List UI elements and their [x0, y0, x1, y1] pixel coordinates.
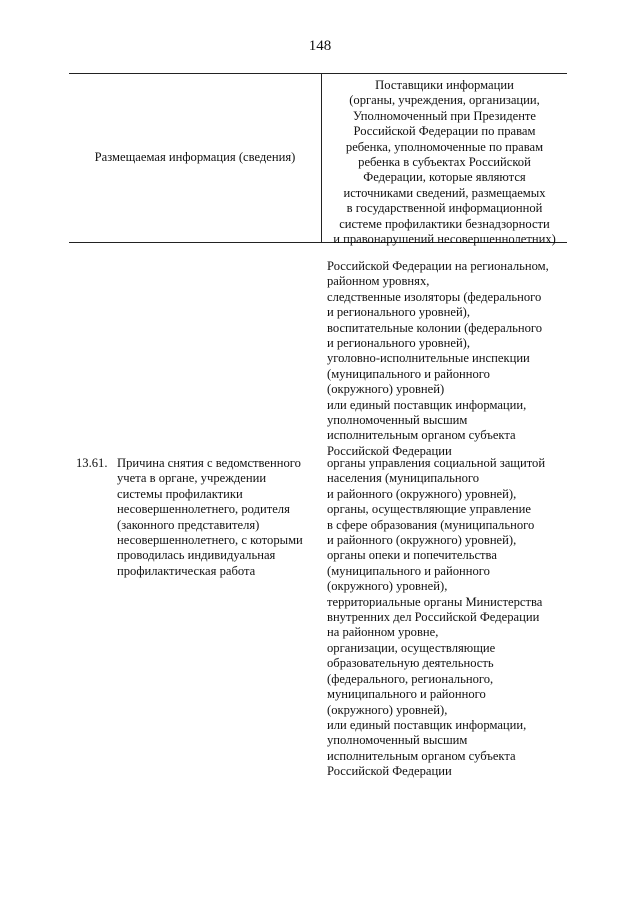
providers-line: следственные изоляторы (федерального	[327, 289, 542, 304]
row-providers-cell	[327, 456, 545, 780]
providers-line: Российской Федерации	[327, 764, 452, 779]
description-line: учета в органе, учреждении	[117, 471, 267, 486]
providers-line: населения (муниципального	[327, 471, 480, 486]
providers-line: и районного (окружного) уровней),	[327, 533, 517, 548]
table-top-rule	[69, 73, 567, 74]
header-providers-line: ребенка в субъектах Российской	[358, 155, 531, 170]
providers-line: или единый поставщик информации,	[327, 717, 527, 732]
providers-line: внутренних дел Российской Федерации	[327, 610, 540, 625]
providers-line: (окружного) уровней),	[327, 579, 448, 594]
providers-line: образовательную деятельность	[327, 656, 494, 671]
row-description-cell	[117, 456, 303, 579]
providers-line: исполнительным органом субъекта	[327, 428, 516, 443]
description-line: профилактическая работа	[117, 563, 256, 578]
providers-line: на районном уровне,	[327, 625, 439, 640]
header-providers-line: Российской Федерации по правам	[353, 124, 536, 139]
description-line: системы профилактики	[117, 486, 243, 501]
header-providers-line: Федерации, которые являются	[363, 170, 526, 185]
providers-line: органы, осуществляющие управление	[327, 502, 531, 517]
providers-line: (муниципального и районного	[327, 563, 490, 578]
providers-line: исполнительным органом субъекта	[327, 748, 516, 763]
header-providers-line: в государственной информационной	[346, 201, 543, 216]
description-line: Причина снятия с ведомственного	[117, 456, 301, 470]
description-line: (законного представителя)	[117, 517, 260, 532]
providers-line: уполномоченный высшим	[327, 413, 468, 428]
providers-line: уголовно-исполнительные инспекции	[327, 351, 530, 366]
providers-line: воспитательные колонии (федерального	[327, 320, 543, 335]
header-providers-column	[322, 78, 567, 247]
header-providers-line: ребенка, уполномоченные по правам	[345, 139, 544, 154]
description-line: несовершеннолетнего, родителя	[117, 502, 290, 517]
row-number: 13.61.	[76, 456, 108, 470]
description-line: проводилась индивидуальная	[117, 548, 276, 563]
providers-line: Российской Федерации	[327, 443, 452, 458]
providers-line: и регионального уровней),	[327, 305, 471, 320]
providers-line: в сфере образования (муниципального	[327, 517, 535, 532]
providers-line: районном уровнях,	[327, 274, 430, 289]
providers-line: (окружного) уровней),	[327, 702, 448, 717]
header-providers-line: Уполномоченный при Президенте	[352, 108, 537, 123]
providers-line: и районного (окружного) уровней),	[327, 486, 517, 501]
description-line: несовершеннолетнего, с которыми	[117, 533, 303, 548]
providers-line: уполномоченный высшим	[327, 733, 468, 748]
providers-line: муниципального и районного	[327, 687, 486, 702]
providers-line: организации, осуществляющие	[327, 640, 496, 655]
providers-line: или единый поставщик информации,	[327, 397, 527, 412]
providers-line: органы управления социальной защитой	[327, 456, 546, 470]
providers-line: и регионального уровней),	[327, 336, 471, 351]
page-number: 148	[308, 38, 332, 54]
providers-line: (федерального, регионального,	[327, 671, 494, 686]
providers-line: (окружного) уровней)	[327, 382, 445, 397]
header-providers-line: (органы, учреждения, организации,	[349, 93, 540, 108]
providers-line: (муниципального и районного	[327, 366, 490, 381]
header-providers-line: источниками сведений, размещаемых	[343, 185, 546, 200]
providers-line: территориальные органы Министерства	[327, 594, 543, 609]
providers-line: Российской Федерации на региональном,	[327, 259, 549, 273]
header-providers-line: Поставщики информации	[375, 78, 514, 92]
header-info-column: Размещаемая информация (сведения)	[94, 150, 296, 164]
header-providers-line: системе профилактики безнадзорности	[339, 216, 550, 231]
header-providers-line: и правонарушений несовершеннолетних)	[333, 232, 556, 247]
continued-providers-cell	[327, 259, 549, 459]
providers-line: органы опеки и попечительства	[327, 548, 497, 563]
